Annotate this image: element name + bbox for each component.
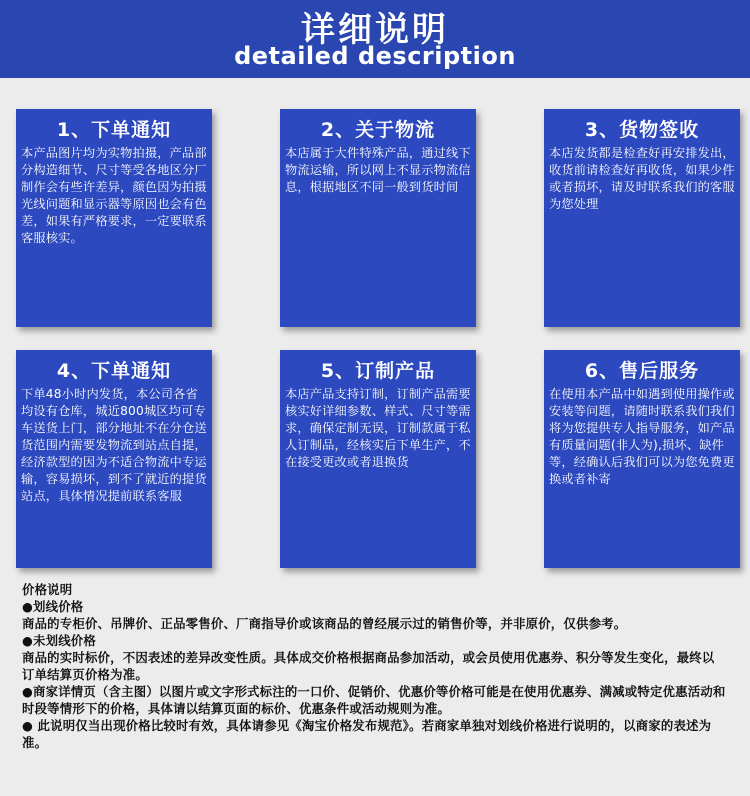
card-title: 4、下单通知 bbox=[56, 360, 172, 382]
info-card-receipt bbox=[544, 109, 740, 327]
price-heading: 价格说明 bbox=[22, 582, 73, 597]
regular-price-heading: ●未划线价格 bbox=[22, 633, 96, 648]
card-body: 本店属于大件特殊产品，通过线下物流运输，所以网上不显示物流信息，根据地区不同一般到货时间 bbox=[285, 146, 471, 194]
strikethrough-price-text: 商品的专柜价、吊牌价、正品零售价、厂商指导价或该商品的曾经展示过的销售价等，并非原价，仅供参考。 bbox=[22, 616, 627, 631]
card-title: 3、货物签收 bbox=[584, 119, 700, 141]
price-explanation bbox=[22, 581, 727, 751]
info-card-custom-products bbox=[280, 350, 476, 568]
card-title: 2、关于物流 bbox=[320, 119, 436, 141]
strikethrough-price-heading: ●划线价格 bbox=[22, 599, 84, 614]
card-body: 本店产品支持订制，订制产品需要核实好详细参数、样式、尺寸等需求，确保定制无误，订制款属于私人订制品，经核实后下单生产，不在接受更改或者退换货 bbox=[285, 387, 471, 469]
info-card-shipping-notice bbox=[16, 350, 212, 568]
info-card-after-sales bbox=[544, 350, 740, 568]
card-body: 本产品图片均为实物拍摄，产品部分构造细节、尺寸等受各地区分厂制作会有些许差异，颜色因为拍摄光线问题和显示器等原因也会有色差，如果有严格要求，一定要联系客服核实。 bbox=[21, 146, 207, 245]
info-card-logistics bbox=[280, 109, 476, 327]
regular-price-text: 商品的实时标价，不因表述的差异改变性质。具体成交价格根据商品参加活动，或会员使用优惠券、积分等发生变化，最终以订单结算页价格为准。 bbox=[22, 650, 715, 682]
page-title: 详细说明 bbox=[301, 10, 449, 50]
disclaimer-text: ● 此说明仅当出现价格比较时有效，具体请参见《淘宝价格发布规范》。若商家单独对划线价格进行说明的，以商家的表述为准。 bbox=[22, 718, 712, 750]
card-title: 5、订制产品 bbox=[320, 360, 436, 382]
merchant-price-text: ●商家详情页（含主图）以图片或文字形式标注的一口价、促销价、优惠价等价格可能是在使用优惠券、满减或特定优惠活动和时段等情形下的价格，具体请以结算页面的标价、优惠条件或活动规则为准。 bbox=[22, 684, 726, 716]
header-banner bbox=[0, 0, 750, 78]
card-body: 下单48小时内发货，本公司各省均设有仓库，城近800城区均可专车送货上门，部分地址不在分仓送货范围内需要发物流到站点自提，经济款型的因为不适合物流中专运输，容易损坏，到不了就近的提货站点，具体情况提前联系客服 bbox=[21, 387, 207, 503]
card-title: 6、售后服务 bbox=[584, 360, 700, 382]
card-title: 1、下单通知 bbox=[56, 119, 172, 141]
page-subtitle: detailed description bbox=[234, 42, 516, 70]
card-body: 在使用本产品中如遇到使用操作或安装等问题，请随时联系我们我们将为您提供专人指导服务，如产品有质量问题(非人为),损坏、缺件等，经确认后我们可以为您免费更换或者补寄 bbox=[549, 387, 735, 486]
info-card-order-notice bbox=[16, 109, 212, 327]
card-body: 本店发货都是检查好再安排发出，收货前请检查好再收货，如果少件或者损坏，请及时联系我们的客服为您处理 bbox=[549, 146, 735, 211]
